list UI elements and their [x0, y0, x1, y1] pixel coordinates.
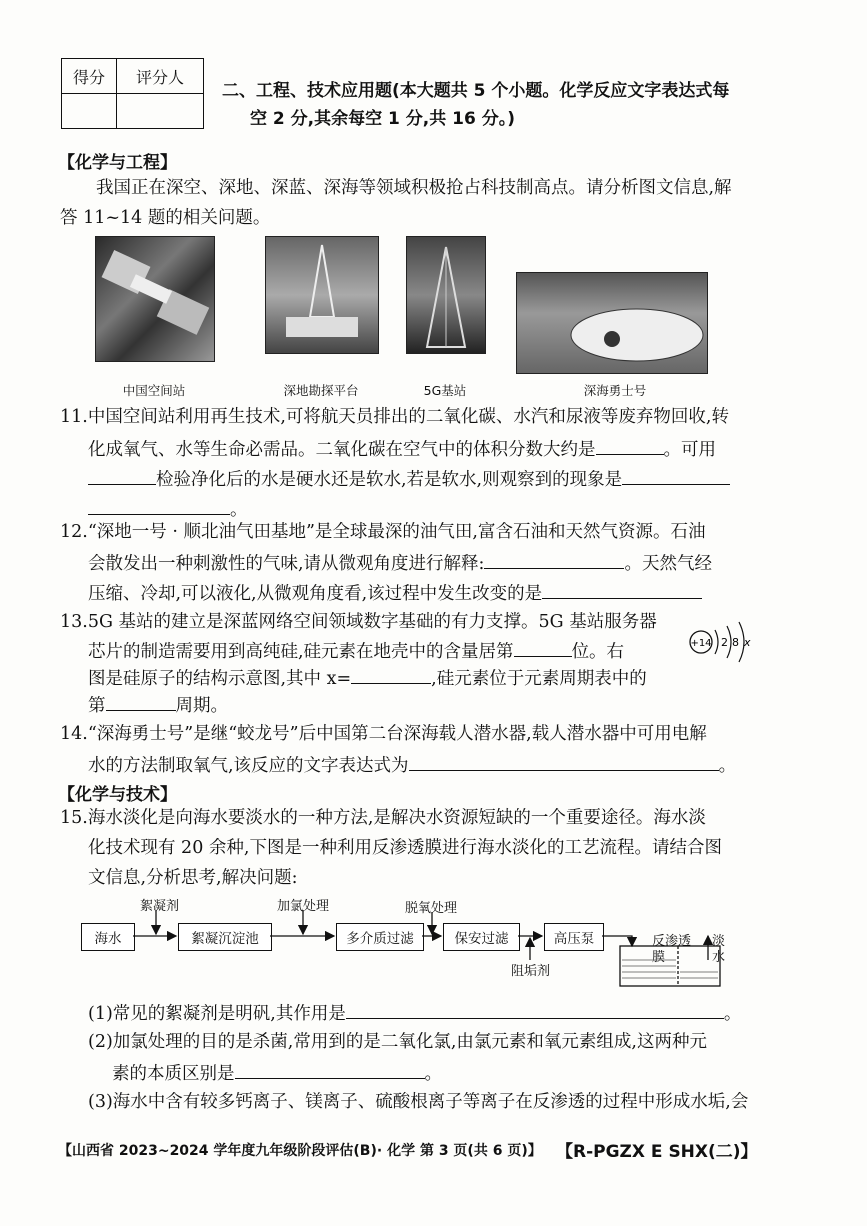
- q11-blank3a[interactable]: [622, 466, 730, 485]
- part1-heading: 【化学与工程】: [58, 153, 177, 173]
- 5g-station-photo: [406, 236, 486, 354]
- q15-s2-blank[interactable]: [235, 1060, 425, 1079]
- part2-heading: 【化学与技术】: [58, 785, 177, 805]
- q15-text1: 海水淡化是向海水要淡水的一种方法,是解决水资源短缺的一个重要途径。海水淡: [87, 808, 706, 828]
- q11-text3: 检验净化后的水是硬水还是软水,若是软水,则观察到的现象是: [156, 470, 623, 490]
- flow-freshwater-label: 淡水: [712, 934, 726, 965]
- q11-text2b: 。可用: [663, 440, 716, 460]
- score-header: 得分: [62, 59, 117, 94]
- q11-number: 11.: [60, 407, 88, 427]
- q15-s2-end: 。: [424, 1064, 442, 1084]
- photo-caption-1: 中国空间站: [122, 383, 186, 398]
- silicon-atom-diagram: [685, 618, 755, 666]
- q11-text1: 中国空间站利用再生技术,可将航天员排出的二氧化碳、水汽和尿液等废弃物回收,转: [87, 407, 729, 427]
- flow-box-seawater: 海水: [81, 923, 135, 951]
- q13-text4b: 周期。: [175, 696, 228, 716]
- q12-line3: [88, 580, 702, 606]
- flow-input-chlorine: 加氯处理: [277, 899, 330, 914]
- intro-line2: 答 11~14 题的相关问题。: [60, 208, 271, 228]
- space-station-image: [96, 237, 214, 361]
- q12-text2: 会散发出一种刺激性的气味,请从微观角度进行解释:: [88, 554, 485, 574]
- q15-number: 15.: [60, 808, 88, 828]
- flow-box-pump: 高压泵: [544, 923, 604, 951]
- 5g-tower-image: [407, 237, 485, 353]
- flow-input-flocculant: 絮凝剂: [140, 899, 180, 914]
- q13-text2b: 位。右: [571, 642, 625, 662]
- q12-text3: 压缩、冷却,可以液化,从微观角度看,该过程中发生改变的是: [88, 584, 543, 604]
- atom-shell1: 2: [721, 636, 728, 649]
- flow-box-security-filter: 保安过滤: [443, 923, 520, 951]
- q15-s3: (3)海水中含有较多钙离子、镁离子、硫酸根离子等离子在反渗透的过程中形成水垢,会: [88, 1092, 749, 1112]
- q12-blank1[interactable]: [484, 550, 624, 569]
- q14-number: 14.: [60, 724, 88, 744]
- q11-line1: [60, 405, 729, 429]
- q13-blank2[interactable]: [351, 665, 431, 684]
- q11-text2: 化成氧气、水等生命必需品。二氧化碳在空气中的体积分数大约是: [88, 440, 596, 460]
- atom-shell3: x: [744, 636, 751, 649]
- grader-header: 评分人: [117, 59, 204, 94]
- footer-left: 【山西省 2023~2024 学年度九年级阶段评估(B)· 化学 第 3 页(共 6 页)】: [58, 1143, 542, 1159]
- q12-text2b: 。天然气经: [624, 554, 712, 574]
- q12-number: 12.: [60, 522, 88, 542]
- q15-line2: 化技术现有 20 余种,下图是一种利用反渗透膜进行海水淡化的工艺流程。请结合图: [88, 838, 722, 858]
- q13-blank1[interactable]: [514, 638, 572, 657]
- q13-line1: [60, 610, 657, 634]
- q13-number: 13.: [60, 612, 88, 632]
- submersible-photo: [516, 272, 708, 374]
- q14-blank1[interactable]: [409, 752, 719, 771]
- q11-line4: [88, 496, 248, 522]
- q12-text1: “深地一号 · 顺北油气田基地”是全球最深的油气田,富含石油和天然气资源。石油: [87, 522, 706, 542]
- photo-caption-2: 深地勘探平台: [283, 383, 359, 398]
- section-title-line2: 空 2 分,其余每空 1 分,共 16 分。): [250, 109, 516, 129]
- atom-shell2: 8: [732, 636, 739, 649]
- q14-line2: [88, 752, 736, 778]
- q14-line1: [60, 722, 707, 746]
- q14-text2: 水的方法制取氧气,该反应的文字表达式为: [88, 756, 409, 776]
- q13-text4: 第: [88, 696, 106, 716]
- q13-line2: [88, 638, 624, 664]
- score-table: [61, 58, 204, 129]
- q13-text3b: ,硅元素位于元素周期表中的: [431, 669, 647, 689]
- score-cell[interactable]: [62, 94, 117, 129]
- submersible-image: [517, 273, 707, 373]
- drilling-platform-photo: [265, 236, 379, 354]
- q13-text3: 图是硅原子的结构示意图,其中 x=: [88, 669, 352, 689]
- photo-caption-3: 5G基站: [423, 383, 467, 398]
- intro-line1: 我国正在深空、深地、深蓝、深海等领域积极抢占科技制高点。请分析图文信息,解: [96, 178, 732, 198]
- q13-text2: 芯片的制造需要用到高纯硅,硅元素在地壳中的含量居第: [88, 642, 514, 662]
- atom-nucleus: +14: [690, 638, 712, 649]
- q13-line4: [88, 692, 228, 718]
- q11-line3: [88, 466, 730, 492]
- q15-s1-blank[interactable]: [346, 1000, 724, 1019]
- q11-blank3b[interactable]: [88, 496, 230, 515]
- q15-s1: [88, 1000, 741, 1026]
- flow-input-antiscalant: 阻垢剂: [511, 964, 551, 979]
- q15-line1: [60, 806, 706, 830]
- q14-text1: “深海勇士号”是继“蛟龙号”后中国第二台深海载人潜水器,载人潜水器中可用电解: [87, 724, 707, 744]
- drilling-platform-image: [266, 237, 378, 353]
- q13-line3: [88, 665, 647, 691]
- q15-s2b: [112, 1060, 442, 1086]
- q13-blank3[interactable]: [106, 692, 176, 711]
- footer-right: 【R-PGZX E SHX(二)】: [556, 1142, 758, 1162]
- flow-arrows: [0, 880, 760, 990]
- flow-box-flocculation: 絮凝沉淀池: [178, 923, 272, 951]
- space-station-photo: [95, 236, 215, 362]
- flow-input-deoxygenation: 脱氧处理: [405, 901, 458, 916]
- q11-line2: [88, 436, 716, 462]
- photo-caption-4: 深海勇士号: [583, 383, 647, 398]
- q15-s2a: (2)加氯处理的目的是杀菌,常用到的是二氧化氯,由氯元素和氧元素组成,这两种元: [88, 1032, 707, 1052]
- grader-cell[interactable]: [117, 94, 204, 129]
- q11-blank1[interactable]: [596, 436, 664, 455]
- q12-line2: [88, 550, 712, 576]
- q14-text2-end: 。: [718, 756, 737, 776]
- flow-box-multimedia-filter: 多介质过滤: [336, 923, 424, 951]
- q12-line1: [60, 520, 706, 544]
- flow-membrane-label: 反渗透膜: [652, 934, 692, 965]
- q15-s1-end: 。: [723, 1004, 742, 1024]
- q13-text1: 5G 基站的建立是深蓝网络空间领域数字基础的有力支撑。5G 基站服务器: [87, 612, 657, 632]
- q12-blank2[interactable]: [542, 580, 702, 599]
- q15-s1-text: (1)常见的絮凝剂是明矾,其作用是: [88, 1004, 346, 1024]
- section-title-line1: 二、工程、技术应用题(本大题共 5 个小题。化学反应文字表达式每: [222, 81, 730, 101]
- q15-line3: 文信息,分析思考,解决问题:: [88, 868, 298, 888]
- q11-blank2[interactable]: [88, 466, 156, 485]
- q11-text4: 。: [230, 500, 248, 520]
- q15-s2b-text: 素的本质区别是: [112, 1064, 235, 1084]
